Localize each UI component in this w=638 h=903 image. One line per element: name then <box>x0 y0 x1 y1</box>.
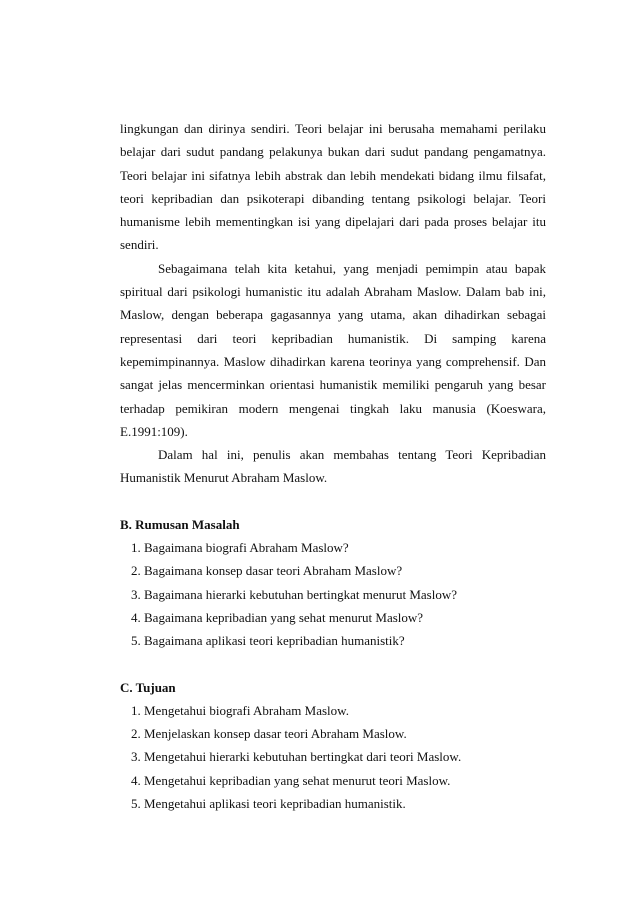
paragraph-2-line: terhadap pemikiran modern mengenai tingkah laku manusia (Koeswara, <box>120 400 546 416</box>
paragraph-2-line: E.1991:109). <box>120 423 188 439</box>
paragraph-1-line: humanisme lebih mementingkan isi yang dipelajari dari pada proses belajar itu <box>120 214 546 230</box>
paragraph-1-line: lingkungan dan dirinya sendiri. Teori belajar ini berusaha memahami perilaku <box>120 121 546 136</box>
list-item: 1. Mengetahui biografi Abraham Maslow. <box>131 702 349 718</box>
paragraph-2-line: kepemimpinannya. Maslow dihadirkan karena teorinya yang comprehensif. Dan <box>120 353 546 369</box>
section-b-heading: B. Rumusan Masalah <box>120 516 240 532</box>
list-item: 5. Mengetahui aplikasi teori kepribadian humanistik. <box>131 796 406 812</box>
list-item: 3. Bagaimana hierarki kebutuhan bertingkat menurut Maslow? <box>131 586 457 602</box>
paragraph-2-line: Maslow, dengan beberapa gagasannya yang utama, akan dihadirkan sebagai <box>120 307 546 323</box>
paragraph-1-line: Teori belajar ini sifatnya lebih abstrak dan lebih mendekati bidang ilmu filsafat, <box>120 167 546 183</box>
paragraph-1 <box>120 117 546 257</box>
section-c-list <box>120 699 546 815</box>
paragraph-2-line: Sebagaimana telah kita ketahui, yang menjadi pemimpin atau bapak <box>158 260 546 276</box>
document-body <box>120 117 546 815</box>
paragraph-3-line: Dalam hal ini, penulis akan membahas tentang Teori Kepribadian <box>158 447 546 463</box>
paragraph-2-line: sangat jelas mencerminkan orientasi humanistik memiliki pengaruh yang besar <box>120 377 546 393</box>
list-item: 5. Bagaimana aplikasi teori kepribadian humanistik? <box>131 633 405 649</box>
paragraph-1-line: belajar dari sudut pandang pelakunya bukan dari sudut pandang pengamatnya. <box>120 144 546 160</box>
paragraph-2-line: representasi dari teori kepribadian humanistik. Di samping karena <box>120 330 546 346</box>
spacer <box>120 490 546 513</box>
paragraph-1-line: sendiri. <box>120 237 159 253</box>
list-item: 3. Mengetahui hierarki kebutuhan bertingkat dari teori Maslow. <box>131 749 462 765</box>
list-item: 4. Mengetahui kepribadian yang sehat menurut teori Maslow. <box>131 772 451 788</box>
paragraph-1-line: teori kepribadian dan psikoterapi dibanding tentang psikologi belajar. Teori <box>120 190 546 206</box>
paragraph-2-line: spiritual dari psikologi humanistic itu adalah Abraham Maslow. Dalam bab ini, <box>120 284 546 300</box>
list-item: 1. Bagaimana biografi Abraham Maslow? <box>131 540 349 556</box>
section-b-list <box>120 536 546 652</box>
list-item: 4. Bagaimana kepribadian yang sehat menurut Maslow? <box>131 609 424 625</box>
list-item: 2. Bagaimana konsep dasar teori Abraham Maslow? <box>131 563 403 579</box>
paragraph-3-line: Humanistik Menurut Abraham Maslow. <box>120 470 328 486</box>
paragraph-3 <box>120 443 546 490</box>
section-c-heading: C. Tujuan <box>120 679 176 695</box>
list-item: 2. Menjelaskan konsep dasar teori Abraham Maslow. <box>131 726 407 742</box>
paragraph-2 <box>120 257 546 443</box>
spacer <box>120 653 546 676</box>
